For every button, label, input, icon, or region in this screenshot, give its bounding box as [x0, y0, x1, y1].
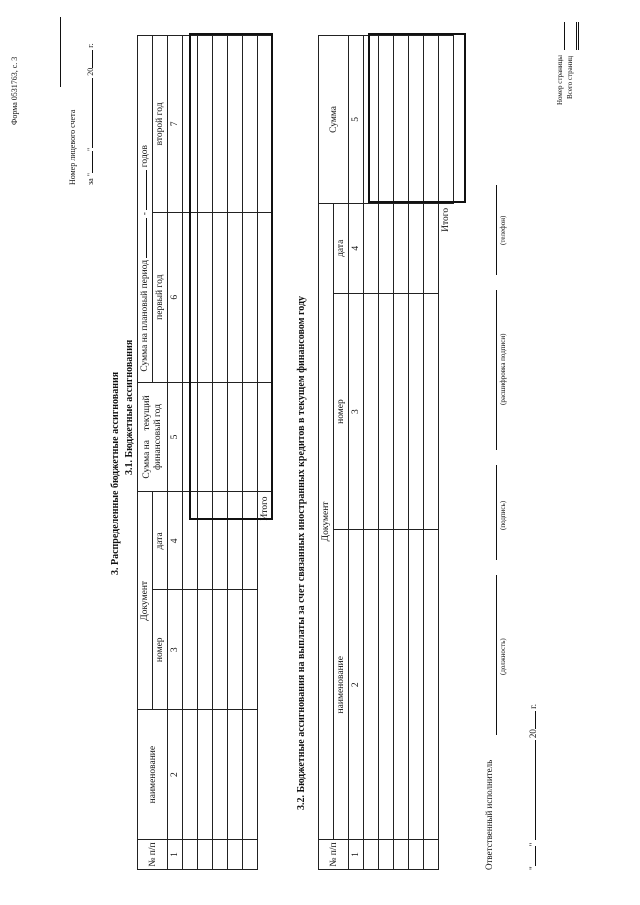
account-number-field[interactable]: [60, 17, 61, 87]
t2-col-name: наименование: [334, 530, 349, 840]
t2-idx-3: 3: [349, 293, 364, 530]
page-box-bottom: [578, 22, 579, 50]
t1-idx-5: 5: [168, 382, 183, 492]
t1-sum-current: Сумма на текущий финансовый год: [138, 382, 168, 492]
t2-values-frame: [368, 33, 466, 203]
t1-doc-group: Документ: [138, 492, 153, 710]
t1-idx-7: 7: [168, 36, 183, 213]
date-line: за "" 20 г.: [86, 43, 95, 185]
t2-col-num: № п/п: [319, 840, 349, 870]
t2-doc-group: Документ: [319, 203, 334, 839]
t1-idx-2: 2: [168, 710, 183, 840]
t1-col-second-year: второй год: [153, 36, 168, 213]
t1-col-name: наименование: [138, 710, 168, 840]
t1-col-number: номер: [153, 590, 168, 710]
position-line[interactable]: [496, 575, 497, 735]
t2-idx-2: 2: [349, 530, 364, 840]
phone-line[interactable]: [496, 185, 497, 275]
decode-line[interactable]: [496, 290, 497, 450]
form-label: Форма 0531763, с. 3: [10, 56, 19, 125]
t2-idx-4: 4: [349, 203, 364, 293]
t1-col-date: дата: [153, 492, 168, 590]
section-3-title: 3. Распределенные бюджетные ассигнования: [110, 371, 121, 575]
t1-plan-group: Сумма на плановый период - годов: [138, 36, 153, 383]
t2-idx-1: 1: [349, 840, 364, 870]
total-pages-label: Всего страниц: [566, 55, 574, 99]
footer-date-line: "" 20 г.: [528, 703, 538, 870]
t1-idx-1: 1: [168, 840, 183, 870]
t2-col-number: номер: [334, 293, 349, 530]
page-number-field[interactable]: [554, 22, 565, 50]
t1-idx-4: 4: [168, 492, 183, 590]
t2-col-sum: Сумма: [319, 36, 349, 204]
t2-total-label: Итого: [441, 207, 452, 232]
page-number-label: Номер страницы: [556, 54, 564, 105]
account-number-label: Номер лицевого счета: [68, 109, 77, 185]
t1-idx-6: 6: [168, 212, 183, 382]
position-hint: (должность): [499, 638, 507, 675]
signature-line[interactable]: [496, 465, 497, 560]
decode-hint: (расшифровка подписи): [499, 333, 507, 405]
t2-idx-5: 5: [349, 36, 364, 204]
t1-values-frame: [189, 33, 273, 520]
signature-hint: (подпись): [499, 500, 507, 530]
t1-total-label: Итого: [260, 496, 271, 521]
t1-col-num: № п/п: [138, 840, 168, 870]
executor-label: Ответственный исполнитель: [484, 759, 494, 870]
t1-idx-3: 3: [168, 590, 183, 710]
t2-col-date: дата: [334, 203, 349, 293]
section-3-1-title: 3.1. Бюджетные ассигнования: [124, 339, 135, 475]
phone-hint: (телефон): [499, 215, 507, 245]
t1-col-first-year: первый год: [153, 212, 168, 382]
total-pages-field[interactable]: [566, 22, 577, 50]
section-3-2-title: 3.2. Бюджетные ассигнования на выплаты за счет связанных иностранных кредитов в текущем финансовом году: [296, 295, 307, 810]
